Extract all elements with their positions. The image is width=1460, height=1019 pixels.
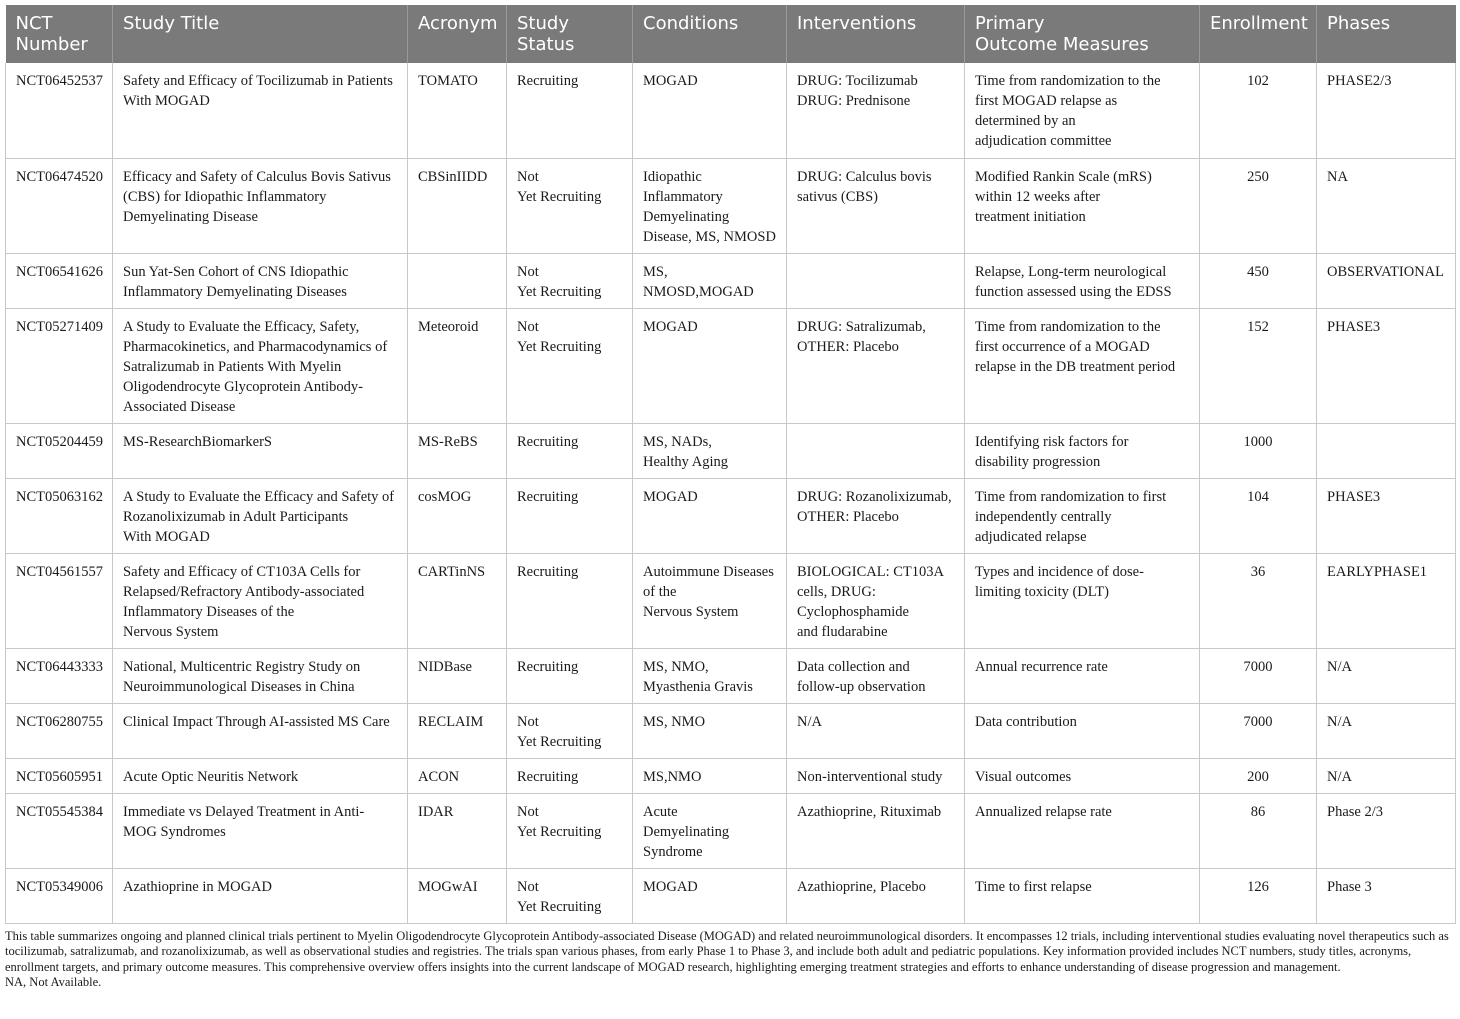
cell-interventions: DRUG: Tocilizumab DRUG: Prednisone: [787, 63, 965, 158]
cell-nct-number: NCT05605951: [6, 758, 113, 793]
cell-nct-number: NCT06541626: [6, 253, 113, 308]
cell-study-status: Not Yet Recruiting: [507, 308, 633, 423]
cell-interventions: Data collection and follow-up observation: [787, 648, 965, 703]
cell-acronym: MOGwAI: [408, 868, 507, 923]
table-footnote: [5, 929, 1455, 991]
table-row: [6, 553, 1456, 648]
table-row: [6, 63, 1456, 158]
header-conditions: Conditions: [633, 5, 787, 63]
table-row: [6, 308, 1456, 423]
cell-acronym: ACON: [408, 758, 507, 793]
table-container: [5, 5, 1455, 991]
header-study-status: Study Status: [507, 5, 633, 63]
cell-enrollment: 250: [1200, 158, 1317, 253]
cell-interventions: [787, 423, 965, 478]
cell-primary-outcome: Time from randomization to the first occurrence of a MOGAD relapse in the DB treatment period: [965, 308, 1200, 423]
cell-conditions: MS,NMO: [633, 758, 787, 793]
cell-study-status: Recruiting: [507, 648, 633, 703]
table-body: [6, 63, 1456, 923]
cell-conditions: MOGAD: [633, 308, 787, 423]
cell-primary-outcome: Time from randomization to first independently centrally adjudicated relapse: [965, 478, 1200, 553]
cell-enrollment: 450: [1200, 253, 1317, 308]
cell-phases: Phase 2/3: [1317, 793, 1456, 868]
cell-nct-number: NCT06452537: [6, 63, 113, 158]
cell-study-title: Clinical Impact Through AI-assisted MS Care: [113, 703, 408, 758]
cell-study-status: Recruiting: [507, 553, 633, 648]
cell-interventions: Non-interventional study: [787, 758, 965, 793]
table-row: [6, 703, 1456, 758]
cell-acronym: IDAR: [408, 793, 507, 868]
cell-primary-outcome: Annual recurrence rate: [965, 648, 1200, 703]
cell-primary-outcome: Data contribution: [965, 703, 1200, 758]
cell-phases: NA: [1317, 158, 1456, 253]
cell-study-status: Not Yet Recruiting: [507, 793, 633, 868]
cell-primary-outcome: Relapse, Long-term neurological function assessed using the EDSS: [965, 253, 1200, 308]
cell-enrollment: 126: [1200, 868, 1317, 923]
header-acronym: Acronym: [408, 5, 507, 63]
cell-enrollment: 86: [1200, 793, 1317, 868]
cell-acronym: [408, 253, 507, 308]
table-row: [6, 868, 1456, 923]
cell-nct-number: NCT05349006: [6, 868, 113, 923]
cell-study-title: Immediate vs Delayed Treatment in Anti- MOG Syndromes: [113, 793, 408, 868]
cell-enrollment: 7000: [1200, 648, 1317, 703]
cell-conditions: MOGAD: [633, 868, 787, 923]
cell-conditions: Idiopathic Inflammatory Demyelinating Disease, MS, NMOSD: [633, 158, 787, 253]
header-enrollment: Enrollment: [1200, 5, 1317, 63]
cell-interventions: Azathioprine, Rituximab: [787, 793, 965, 868]
cell-primary-outcome: Types and incidence of dose- limiting toxicity (DLT): [965, 553, 1200, 648]
cell-study-title: A Study to Evaluate the Efficacy and Safety of Rozanolixizumab in Adult Participants With MOGAD: [113, 478, 408, 553]
cell-primary-outcome: Identifying risk factors for disability progression: [965, 423, 1200, 478]
cell-enrollment: 7000: [1200, 703, 1317, 758]
clinical-trials-table: [5, 5, 1456, 924]
cell-study-title: Sun Yat-Sen Cohort of CNS Idiopathic Inflammatory Demyelinating Diseases: [113, 253, 408, 308]
cell-enrollment: 1000: [1200, 423, 1317, 478]
cell-study-status: Recruiting: [507, 758, 633, 793]
cell-acronym: Meteoroid: [408, 308, 507, 423]
cell-nct-number: NCT05063162: [6, 478, 113, 553]
cell-conditions: MOGAD: [633, 63, 787, 158]
cell-phases: PHASE3: [1317, 478, 1456, 553]
cell-primary-outcome: Time from randomization to the first MOGAD relapse as determined by an adjudication committee: [965, 63, 1200, 158]
cell-conditions: MOGAD: [633, 478, 787, 553]
header-phases: Phases: [1317, 5, 1456, 63]
cell-study-title: Safety and Efficacy of CT103A Cells for Relapsed/Refractory Antibody-associated Inflammatory Diseases of the Nervous System: [113, 553, 408, 648]
cell-enrollment: 36: [1200, 553, 1317, 648]
header-interventions: Interventions: [787, 5, 965, 63]
cell-acronym: CBSinIIDD: [408, 158, 507, 253]
cell-conditions: MS, NMO: [633, 703, 787, 758]
table-row: [6, 253, 1456, 308]
cell-acronym: cosMOG: [408, 478, 507, 553]
cell-study-status: Not Yet Recruiting: [507, 158, 633, 253]
header-study-title: Study Title: [113, 5, 408, 63]
table-row: [6, 758, 1456, 793]
cell-enrollment: 102: [1200, 63, 1317, 158]
header-nct-number: NCT Number: [6, 5, 113, 63]
cell-study-status: Not Yet Recruiting: [507, 253, 633, 308]
cell-primary-outcome: Annualized relapse rate: [965, 793, 1200, 868]
cell-nct-number: NCT05204459: [6, 423, 113, 478]
cell-study-status: Recruiting: [507, 478, 633, 553]
cell-study-status: Recruiting: [507, 423, 633, 478]
cell-phases: [1317, 423, 1456, 478]
cell-primary-outcome: Modified Rankin Scale (mRS) within 12 weeks after treatment initiation: [965, 158, 1200, 253]
table-row: [6, 648, 1456, 703]
cell-study-title: Safety and Efficacy of Tocilizumab in Patients With MOGAD: [113, 63, 408, 158]
cell-interventions: DRUG: Calculus bovis sativus (CBS): [787, 158, 965, 253]
cell-study-title: MS-ResearchBiomarkerS: [113, 423, 408, 478]
cell-nct-number: NCT04561557: [6, 553, 113, 648]
cell-conditions: Acute Demyelinating Syndrome: [633, 793, 787, 868]
cell-phases: OBSERVATIONAL: [1317, 253, 1456, 308]
table-row: [6, 423, 1456, 478]
cell-phases: PHASE2/3: [1317, 63, 1456, 158]
cell-interventions: DRUG: Satralizumab, OTHER: Placebo: [787, 308, 965, 423]
cell-acronym: CARTinNS: [408, 553, 507, 648]
header-row: [6, 5, 1456, 63]
cell-phases: PHASE3: [1317, 308, 1456, 423]
cell-nct-number: NCT05271409: [6, 308, 113, 423]
cell-interventions: Azathioprine, Placebo: [787, 868, 965, 923]
cell-conditions: MS, NADs, Healthy Aging: [633, 423, 787, 478]
cell-conditions: MS, NMOSD,MOGAD: [633, 253, 787, 308]
cell-phases: Phase 3: [1317, 868, 1456, 923]
cell-study-status: Not Yet Recruiting: [507, 703, 633, 758]
cell-nct-number: NCT06474520: [6, 158, 113, 253]
footnote-abbreviation: NA, Not Available.: [5, 975, 102, 989]
cell-enrollment: 152: [1200, 308, 1317, 423]
cell-phases: N/A: [1317, 703, 1456, 758]
table-row: [6, 793, 1456, 868]
cell-study-status: Recruiting: [507, 63, 633, 158]
cell-interventions: N/A: [787, 703, 965, 758]
table-row: [6, 478, 1456, 553]
cell-enrollment: 104: [1200, 478, 1317, 553]
cell-study-title: Azathioprine in MOGAD: [113, 868, 408, 923]
cell-phases: EARLYPHASE1: [1317, 553, 1456, 648]
table-row: [6, 158, 1456, 253]
cell-interventions: BIOLOGICAL: CT103A cells, DRUG: Cyclophosphamide and fludarabine: [787, 553, 965, 648]
cell-study-status: Not Yet Recruiting: [507, 868, 633, 923]
cell-study-title: Efficacy and Safety of Calculus Bovis Sativus (CBS) for Idiopathic Inflammatory Demyelinating Disease: [113, 158, 408, 253]
cell-interventions: [787, 253, 965, 308]
cell-study-title: National, Multicentric Registry Study on Neuroimmunological Diseases in China: [113, 648, 408, 703]
cell-interventions: DRUG: Rozanolixizumab, OTHER: Placebo: [787, 478, 965, 553]
cell-conditions: MS, NMO, Myasthenia Gravis: [633, 648, 787, 703]
cell-enrollment: 200: [1200, 758, 1317, 793]
cell-acronym: MS-ReBS: [408, 423, 507, 478]
cell-primary-outcome: Time to first relapse: [965, 868, 1200, 923]
cell-primary-outcome: Visual outcomes: [965, 758, 1200, 793]
cell-phases: N/A: [1317, 758, 1456, 793]
cell-phases: N/A: [1317, 648, 1456, 703]
cell-study-title: A Study to Evaluate the Efficacy, Safety, Pharmacokinetics, and Pharmacodynamics of Satralizumab in Patients With Myelin Oligodendrocyte Glycoprotein Antibody- Associated Disease: [113, 308, 408, 423]
cell-acronym: NIDBase: [408, 648, 507, 703]
cell-nct-number: NCT06280755: [6, 703, 113, 758]
footnote-summary: This table summarizes ongoing and planned clinical trials pertinent to Myelin Oligodendrocyte Glycoprotein Antibody-associated Disease (MOGAD) and related neuroimmunological disorders. It encompasses 12 trials, including interventional studies evaluating novel therapeutics such as tocilizumab, satralizumab, and rozanolixizumab, as well as observational studies and registries. The trials span various phases, from early Phase 1 to Phase 3, and include both adult and pediatric populations. Key information provided includes NCT numbers, study titles, acronyms, enrollment targets, and primary outcome measures. This comprehensive overview offers insights into the current landscape of MOGAD research, highlighting emerging treatment strategies and efforts to enhance understanding of disease progression and management.: [5, 928, 1449, 974]
cell-nct-number: NCT05545384: [6, 793, 113, 868]
cell-study-title: Acute Optic Neuritis Network: [113, 758, 408, 793]
cell-acronym: RECLAIM: [408, 703, 507, 758]
cell-nct-number: NCT06443333: [6, 648, 113, 703]
cell-acronym: TOMATO: [408, 63, 507, 158]
cell-conditions: Autoimmune Diseases of the Nervous System: [633, 553, 787, 648]
header-primary-outcome: Primary Outcome Measures: [965, 5, 1200, 63]
